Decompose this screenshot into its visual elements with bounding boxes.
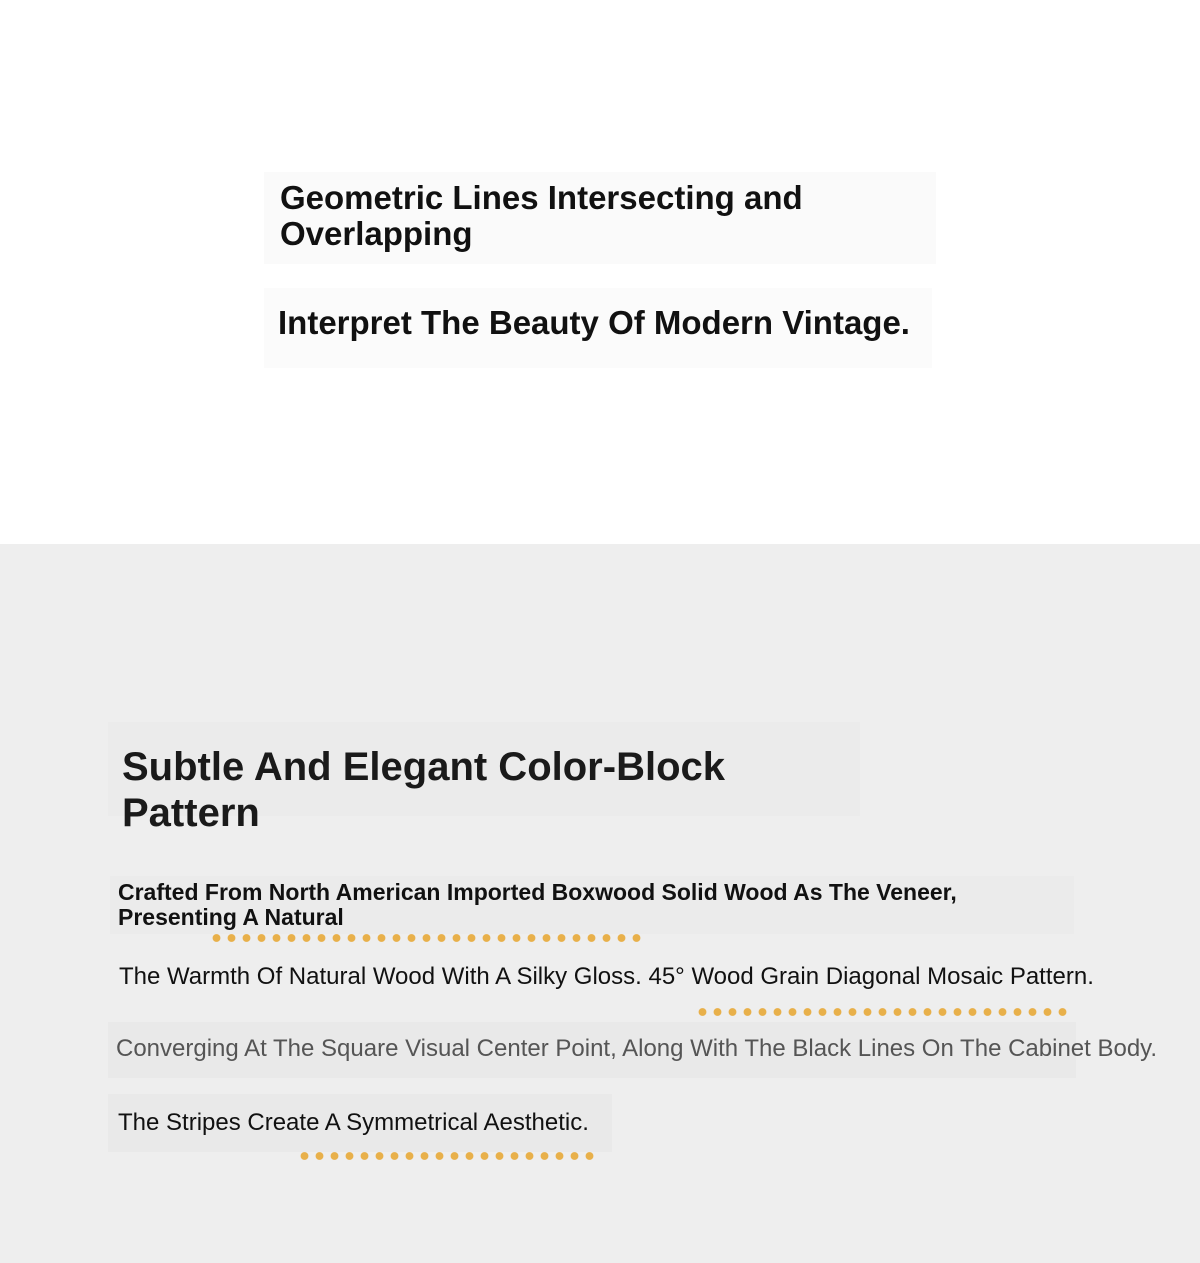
hero-section <box>0 0 1200 544</box>
feature-line-1: Crafted From North American Imported Boxwood Solid Wood As The Veneer, Presenting A Natural <box>110 876 1074 934</box>
hero-subtitle: Interpret The Beauty Of Modern Vintage. <box>264 288 932 368</box>
hero-title: Geometric Lines Intersecting and Overlapping <box>264 172 936 264</box>
feature-line-3: Converging At The Square Visual Center Point, Along With The Black Lines On The Cabinet Body. <box>108 1022 1076 1078</box>
dotted-underline-3 <box>297 1151 597 1161</box>
feature-heading: Subtle And Elegant Color-Block Pattern <box>108 722 860 816</box>
feature-line-2: The Warmth Of Natural Wood With A Silky Gloss. 45° Wood Grain Diagonal Mosaic Pattern. <box>119 963 1094 990</box>
dotted-underline-1 <box>209 933 642 943</box>
dotted-underline-2 <box>695 1007 1070 1017</box>
feature-line-4: The Stripes Create A Symmetrical Aesthetic. <box>108 1094 612 1152</box>
